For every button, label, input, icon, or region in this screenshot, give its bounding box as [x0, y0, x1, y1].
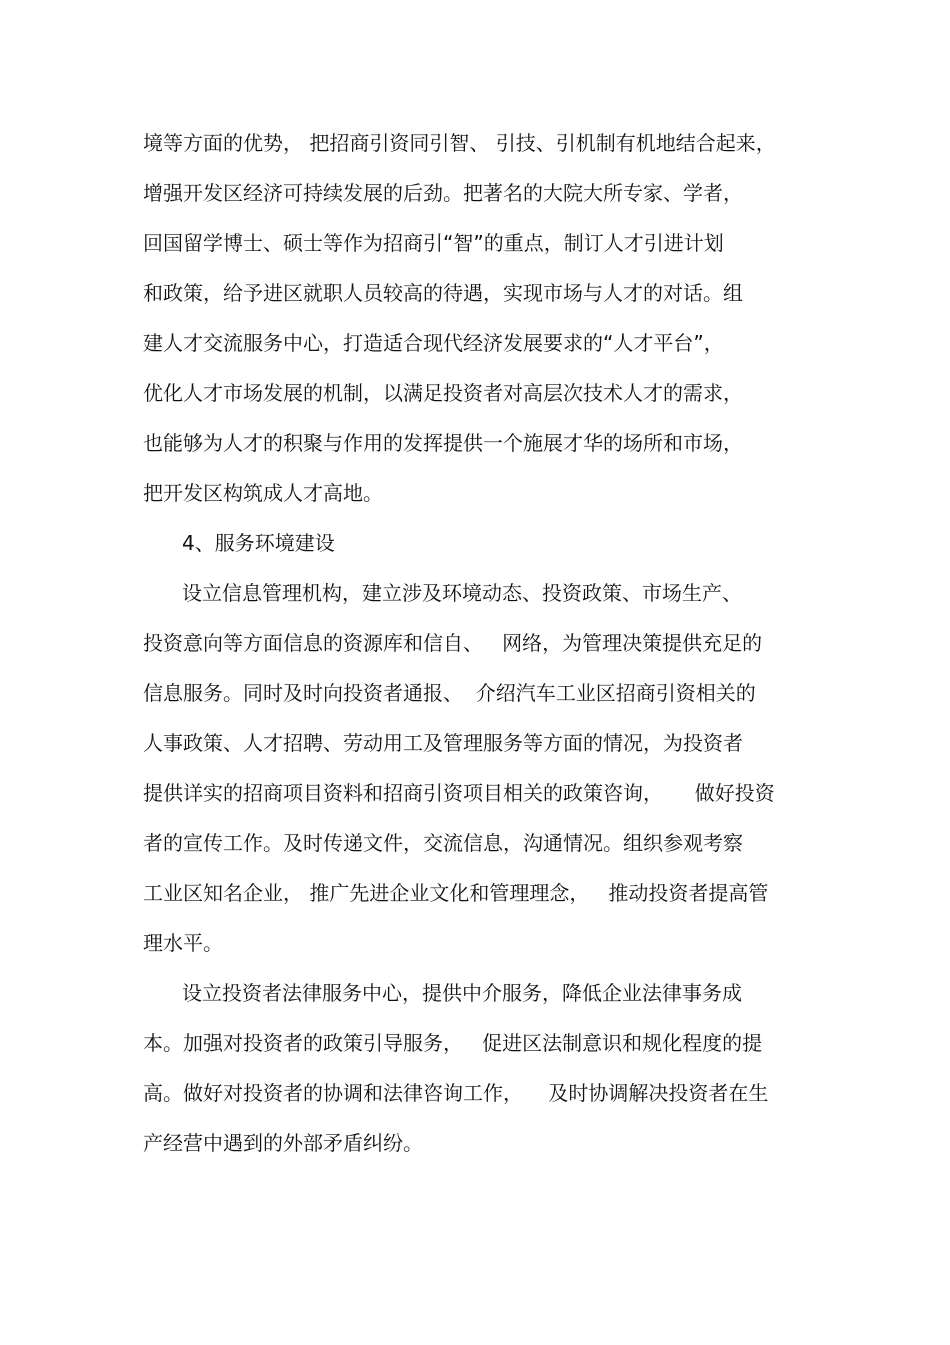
text-line: 优化人才市场发展的机制，以满足投资者对高层次技术人才的需求， [143, 381, 743, 405]
text-line: 高。做好对投资者的协调和法律咨询工作， 及时协调解决投资者在生 [143, 1081, 769, 1105]
text-line: 和政策，给予进区就职人员较高的待遇，实现市场与人才的对话。组 [143, 281, 743, 305]
text-line: 设立信息管理机构，建立涉及环境动态、投资政策、市场生产、 [182, 581, 742, 605]
text-line: 人事政策、人才招聘、劳动用工及管理服务等方面的情况，为投资者 [143, 731, 743, 755]
text-line: 增强开发区经济可持续发展的后劲。把著名的大院大所专家、学者， [143, 181, 743, 205]
text-line: 产经营中遇到的外部矛盾纠纷。 [143, 1131, 423, 1155]
text-line: 建人才交流服务中心，打造适合现代经济发展要求的“人才平台”， [143, 331, 724, 355]
text-line: 回国留学博士、硕士等作为招商引“智”的重点，制订人才引进计划 [143, 231, 724, 255]
text-line: 设立投资者法律服务中心，提供中介服务，降低企业法律事务成 [182, 981, 742, 1005]
text-line: 也能够为人才的积聚与作用的发挥提供一个施展才华的场所和市场， [143, 431, 743, 455]
text-line: 境等方面的优势， 把招商引资同引智、 引技、引机制有机地结合起来， [143, 131, 776, 155]
text-line: 投资意向等方面信息的资源库和信自、 网络，为管理决策提供充足的 [143, 631, 763, 655]
text-line: 者的宣传工作。及时传递文件，交流信息，沟通情况。组织参观考察 [143, 831, 743, 855]
text-line: 理水平。 [143, 931, 223, 955]
text-line: 工业区知名企业， 推广先进企业文化和管理理念， 推动投资者提高管 [143, 881, 769, 905]
text-line: 把开发区构筑成人才高地。 [143, 481, 383, 505]
text-line: 本。加强对投资者的政策引导服务， 促进区法制意识和规化程度的提 [143, 1031, 763, 1055]
text-line: 信息服务。同时及时向投资者通报、 介绍汽车工业区招商引资相关的 [143, 681, 756, 705]
section-heading: 4、服务环境建设 [182, 531, 335, 555]
text-line: 提供详实的招商项目资料和招商引资项目相关的政策咨询， 做好投资 [143, 781, 775, 805]
